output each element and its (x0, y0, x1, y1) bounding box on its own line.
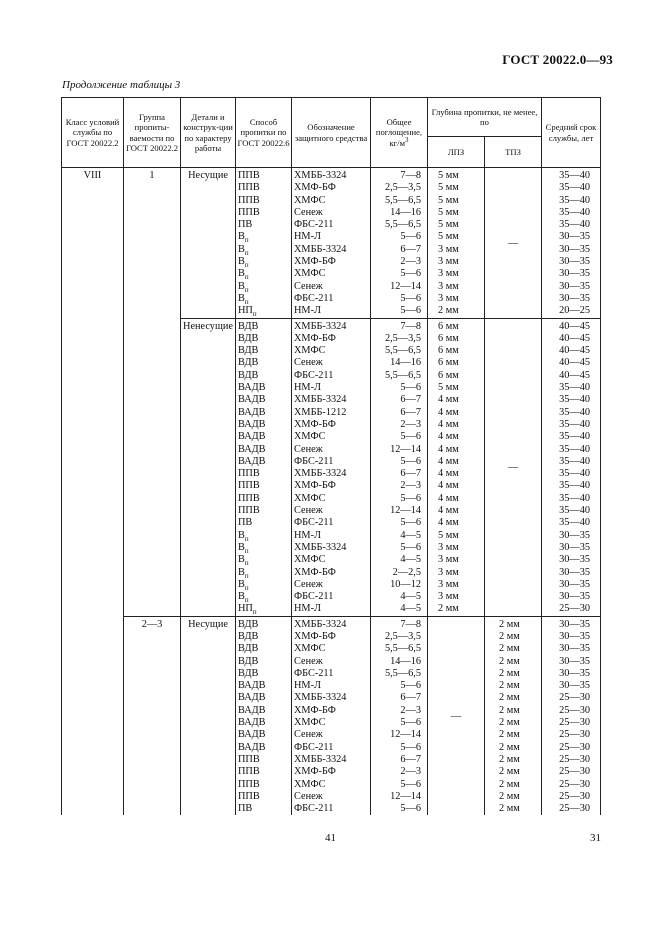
cell-sposob: ВАДВ (236, 717, 292, 729)
cell-oboznachenie: Сенеж (292, 579, 371, 591)
cell-oboznachenie: Сенеж (292, 444, 371, 456)
cell-srok: 35—40 (542, 517, 601, 529)
cell-lpz-dash: — (428, 616, 485, 815)
cell-lpz: 3 мм (428, 293, 485, 305)
cell-srok: 30—35 (542, 656, 601, 668)
cell-pogloshchenie: 5,5—6,5 (371, 345, 428, 357)
cell-oboznachenie: Сенеж (292, 357, 371, 369)
page-number-document: 31 (590, 832, 601, 844)
cell-lpz: 4 мм (428, 480, 485, 492)
cell-lpz: 3 мм (428, 268, 485, 280)
cell-lpz: 3 мм (428, 542, 485, 554)
cell-lpz: 4 мм (428, 444, 485, 456)
standard-number: ГОСТ 20022.0—93 (502, 52, 613, 67)
cell-pogloshchenie: 5,5—6,5 (371, 195, 428, 207)
cell-oboznachenie: ХМФ-БФ (292, 705, 371, 717)
cell-sposob: $В_п$ (236, 231, 292, 243)
cell-sposob: $В_п$ (236, 530, 292, 542)
cell-srok: 30—35 (542, 591, 601, 603)
cell-detali: Ненесущие (181, 318, 236, 616)
cell-pogloshchenie: 6—7 (371, 754, 428, 766)
cell-sposob: ВАДВ (236, 407, 292, 419)
cell-sposob: $В_п$ (236, 268, 292, 280)
cell-sposob: ВДВ (236, 668, 292, 680)
cell-srok: 30—35 (542, 542, 601, 554)
cell-sposob: ВАДВ (236, 382, 292, 394)
cell-oboznachenie: ХМББ-3324 (292, 616, 371, 631)
cell-oboznachenie: ФБС-211 (292, 742, 371, 754)
cell-srok: 35—40 (542, 419, 601, 431)
cell-pogloshchenie: 6—7 (371, 692, 428, 704)
cell-oboznachenie: ХМББ-3324 (292, 754, 371, 766)
cell-srok: 25—30 (542, 742, 601, 754)
cell-oboznachenie: НМ-Л (292, 680, 371, 692)
cell-pogloshchenie: 4—5 (371, 530, 428, 542)
cell-oboznachenie: ХМФС (292, 779, 371, 791)
cell-pogloshchenie: 14—16 (371, 656, 428, 668)
table-row (62, 168, 601, 183)
cell-srok: 35—40 (542, 456, 601, 468)
cell-pogloshchenie: 7—8 (371, 318, 428, 333)
cell-srok: 35—40 (542, 505, 601, 517)
cell-pogloshchenie: 5—6 (371, 542, 428, 554)
cell-sposob: ВДВ (236, 370, 292, 382)
cell-oboznachenie: НМ-Л (292, 231, 371, 243)
cell-pogloshchenie: 4—5 (371, 591, 428, 603)
cell-srok: 30—35 (542, 567, 601, 579)
cell-srok: 40—45 (542, 357, 601, 369)
cell-oboznachenie: ХМББ-3324 (292, 244, 371, 256)
cell-sposob: ВАДВ (236, 456, 292, 468)
cell-sposob: ВАДВ (236, 742, 292, 754)
cell-srok: 35—40 (542, 219, 601, 231)
cell-tpz: 2 мм (485, 643, 542, 655)
table-row (62, 616, 601, 631)
cell-sposob: ППВ (236, 480, 292, 492)
cell-sposob: ППВ (236, 754, 292, 766)
cell-sposob: ВАДВ (236, 419, 292, 431)
cell-oboznachenie: ХМФ-БФ (292, 182, 371, 194)
impregnation-table (61, 97, 601, 815)
cell-pogloshchenie: 2—3 (371, 705, 428, 717)
cell-oboznachenie: ХМФ-БФ (292, 256, 371, 268)
cell-pogloshchenie: 5,5—6,5 (371, 643, 428, 655)
cell-oboznachenie: ФБС-211 (292, 591, 371, 603)
cell-pogloshchenie: 12—14 (371, 505, 428, 517)
cell-oboznachenie: Сенеж (292, 729, 371, 741)
cell-tpz: 2 мм (485, 631, 542, 643)
col-header-oboznachenie: Обозначение защитного средства (292, 98, 371, 168)
cell-oboznachenie: ХМББ-3324 (292, 318, 371, 333)
cell-pogloshchenie: 5—6 (371, 779, 428, 791)
cell-tpz: 2 мм (485, 729, 542, 741)
cell-oboznachenie: ХМФ-БФ (292, 419, 371, 431)
cell-lpz: 3 мм (428, 567, 485, 579)
cell-srok: 30—35 (542, 231, 601, 243)
cell-sposob: ППВ (236, 182, 292, 194)
cell-lpz: 4 мм (428, 505, 485, 517)
cell-pogloshchenie: 4—5 (371, 603, 428, 616)
cell-gruppa: 1 (124, 168, 181, 617)
col-header-srok: Средний срок службы, лет (542, 98, 601, 168)
cell-lpz: 3 мм (428, 281, 485, 293)
cell-sposob: ПВ (236, 803, 292, 815)
cell-oboznachenie: НМ-Л (292, 382, 371, 394)
cell-pogloshchenie: 5—6 (371, 680, 428, 692)
cell-srok: 25—30 (542, 754, 601, 766)
cell-pogloshchenie: 5—6 (371, 717, 428, 729)
cell-sposob: ППВ (236, 468, 292, 480)
col-header-sposob: Способ пропитки по ГОСТ 20022.6 (236, 98, 292, 168)
cell-srok: 25—30 (542, 603, 601, 616)
cell-srok: 40—45 (542, 333, 601, 345)
cell-tpz: 2 мм (485, 668, 542, 680)
cell-oboznachenie: ФБС-211 (292, 517, 371, 529)
cell-srok: 25—30 (542, 791, 601, 803)
cell-srok: 25—30 (542, 766, 601, 778)
cell-lpz: 4 мм (428, 493, 485, 505)
cell-tpz: 2 мм (485, 717, 542, 729)
cell-pogloshchenie: 2,5—3,5 (371, 333, 428, 345)
cell-sposob: $В_п$ (236, 579, 292, 591)
table-body (62, 168, 601, 816)
cell-sposob: ППВ (236, 766, 292, 778)
cell-srok: 35—40 (542, 468, 601, 480)
cell-srok: 25—30 (542, 717, 601, 729)
cell-pogloshchenie: 12—14 (371, 444, 428, 456)
cell-oboznachenie: Сенеж (292, 791, 371, 803)
cell-oboznachenie: ХМББ-3324 (292, 692, 371, 704)
cell-srok: 25—30 (542, 779, 601, 791)
cell-sposob: ВДВ (236, 333, 292, 345)
cell-lpz: 4 мм (428, 419, 485, 431)
cell-lpz: 4 мм (428, 517, 485, 529)
cell-srok: 30—35 (542, 268, 601, 280)
cell-lpz: 6 мм (428, 345, 485, 357)
cell-oboznachenie: ХМББ-3324 (292, 168, 371, 183)
cell-tpz: 2 мм (485, 705, 542, 717)
col-header-tpz: ТПЗ (485, 137, 542, 168)
cell-sposob: $В_п$ (236, 256, 292, 268)
cell-srok: 35—40 (542, 182, 601, 194)
cell-klass: VIII (62, 168, 124, 816)
cell-gruppa: 2—3 (124, 616, 181, 815)
cell-lpz: 2 мм (428, 305, 485, 318)
cell-lpz: 5 мм (428, 168, 485, 183)
cell-oboznachenie: ХМФ-БФ (292, 480, 371, 492)
cell-pogloshchenie: 5—6 (371, 268, 428, 280)
cell-pogloshchenie: 5—6 (371, 231, 428, 243)
cell-sposob: ВАДВ (236, 729, 292, 741)
cell-sposob: $В_п$ (236, 554, 292, 566)
cell-sposob: ВДВ (236, 631, 292, 643)
cell-sposob: ВДВ (236, 656, 292, 668)
col-header-klass: Класс условий службы по ГОСТ 20022.2 (62, 98, 124, 168)
cell-srok: 35—40 (542, 480, 601, 492)
cell-pogloshchenie: 2,5—3,5 (371, 631, 428, 643)
cell-pogloshchenie: 5—6 (371, 431, 428, 443)
cell-lpz: 4 мм (428, 407, 485, 419)
cell-sposob: ВАДВ (236, 705, 292, 717)
col-header-pogloshchenie: Общее поглощение, $кг/м^3$ (371, 98, 428, 168)
cell-lpz: 5 мм (428, 182, 485, 194)
cell-pogloshchenie: 4—5 (371, 554, 428, 566)
cell-pogloshchenie: 5—6 (371, 742, 428, 754)
cell-oboznachenie: ХМББ-1212 (292, 407, 371, 419)
cell-lpz: 3 мм (428, 256, 485, 268)
cell-tpz: 2 мм (485, 692, 542, 704)
cell-pogloshchenie: 14—16 (371, 357, 428, 369)
cell-srok: 35—40 (542, 207, 601, 219)
cell-sposob: ВДВ (236, 345, 292, 357)
cell-sposob: ППВ (236, 505, 292, 517)
cell-pogloshchenie: 6—7 (371, 407, 428, 419)
col-header-lpz: ЛПЗ (428, 137, 485, 168)
cell-pogloshchenie: 10—12 (371, 579, 428, 591)
cell-pogloshchenie: 5—6 (371, 493, 428, 505)
cell-pogloshchenie: 2—3 (371, 256, 428, 268)
cell-sposob: ПВ (236, 219, 292, 231)
cell-srok: 30—35 (542, 293, 601, 305)
cell-tpz-dash: — (485, 168, 542, 319)
cell-lpz: 5 мм (428, 219, 485, 231)
cell-oboznachenie: ХМФС (292, 345, 371, 357)
cell-sposob: ВДВ (236, 318, 292, 333)
cell-sposob: ППВ (236, 779, 292, 791)
cell-tpz: 2 мм (485, 779, 542, 791)
cell-srok: 25—30 (542, 729, 601, 741)
cell-oboznachenie: ХМФС (292, 643, 371, 655)
cell-oboznachenie: ХМББ-3324 (292, 542, 371, 554)
cell-tpz-dash: — (485, 318, 542, 616)
cell-sposob: ВАДВ (236, 394, 292, 406)
cell-srok: 35—40 (542, 493, 601, 505)
cell-oboznachenie: НМ-Л (292, 530, 371, 542)
page-number-book: 41 (325, 832, 336, 844)
cell-srok: 25—30 (542, 705, 601, 717)
cell-sposob: $В_п$ (236, 591, 292, 603)
cell-oboznachenie: ФБС-211 (292, 803, 371, 815)
cell-sposob: ППВ (236, 168, 292, 183)
cell-tpz: 2 мм (485, 656, 542, 668)
cell-oboznachenie: ХМФС (292, 195, 371, 207)
cell-tpz: 2 мм (485, 754, 542, 766)
cell-oboznachenie: ХМФС (292, 268, 371, 280)
cell-srok: 30—35 (542, 530, 601, 542)
cell-pogloshchenie: 2—3 (371, 480, 428, 492)
cell-oboznachenie: ФБС-211 (292, 370, 371, 382)
cell-sposob: $НП_п$ (236, 603, 292, 616)
cell-srok: 35—40 (542, 431, 601, 443)
cell-pogloshchenie: 5,5—6,5 (371, 370, 428, 382)
cell-srok: 25—30 (542, 692, 601, 704)
cell-lpz: 5 мм (428, 231, 485, 243)
cell-sposob: ВАДВ (236, 444, 292, 456)
cell-srok: 25—30 (542, 803, 601, 815)
cell-srok: 30—35 (542, 579, 601, 591)
cell-lpz: 5 мм (428, 530, 485, 542)
cell-lpz: 3 мм (428, 554, 485, 566)
cell-lpz: 5 мм (428, 382, 485, 394)
cell-sposob: ППВ (236, 493, 292, 505)
cell-tpz: 2 мм (485, 766, 542, 778)
cell-oboznachenie: ФБС-211 (292, 668, 371, 680)
cell-lpz: 4 мм (428, 431, 485, 443)
cell-lpz: 6 мм (428, 333, 485, 345)
cell-tpz: 2 мм (485, 803, 542, 815)
cell-oboznachenie: ХМФ-БФ (292, 631, 371, 643)
cell-tpz: 2 мм (485, 616, 542, 631)
col-header-detali: Детали и конструк-ции по характеру работы (181, 98, 236, 168)
cell-srok: 30—35 (542, 244, 601, 256)
cell-oboznachenie: ХМФС (292, 717, 371, 729)
cell-oboznachenie: Сенеж (292, 656, 371, 668)
cell-sposob: $В_п$ (236, 244, 292, 256)
cell-sposob: ПВ (236, 517, 292, 529)
cell-sposob: ППВ (236, 195, 292, 207)
cell-lpz: 6 мм (428, 318, 485, 333)
cell-sposob: ВАДВ (236, 431, 292, 443)
cell-oboznachenie: Сенеж (292, 505, 371, 517)
col-header-gruppa: Группа пропиты-ваемости по ГОСТ 20022.2 (124, 98, 181, 168)
cell-pogloshchenie: 5,5—6,5 (371, 668, 428, 680)
cell-pogloshchenie: 7—8 (371, 168, 428, 183)
cell-tpz: 2 мм (485, 791, 542, 803)
col-header-glubina: Глубина пропитки, не менее, по (428, 98, 542, 137)
cell-oboznachenie: ФБС-211 (292, 456, 371, 468)
cell-sposob: $В_п$ (236, 542, 292, 554)
cell-pogloshchenie: 5,5—6,5 (371, 219, 428, 231)
cell-srok: 30—35 (542, 680, 601, 692)
cell-oboznachenie: ФБС-211 (292, 293, 371, 305)
cell-srok: 30—35 (542, 554, 601, 566)
cell-pogloshchenie: 2—2,5 (371, 567, 428, 579)
cell-pogloshchenie: 12—14 (371, 791, 428, 803)
cell-oboznachenie: ХМФ-БФ (292, 567, 371, 579)
cell-srok: 35—40 (542, 382, 601, 394)
cell-sposob: ВАДВ (236, 680, 292, 692)
cell-pogloshchenie: 5—6 (371, 456, 428, 468)
cell-sposob: ВДВ (236, 643, 292, 655)
cell-oboznachenie: ХМББ-3324 (292, 468, 371, 480)
cell-oboznachenie: Сенеж (292, 207, 371, 219)
cell-srok: 35—40 (542, 168, 601, 183)
cell-sposob: $НП_п$ (236, 305, 292, 318)
cell-srok: 35—40 (542, 444, 601, 456)
cell-pogloshchenie: 2,5—3,5 (371, 182, 428, 194)
cell-srok: 35—40 (542, 407, 601, 419)
cell-sposob: ППВ (236, 207, 292, 219)
cell-lpz: 6 мм (428, 357, 485, 369)
cell-sposob: ППВ (236, 791, 292, 803)
cell-srok: 30—35 (542, 281, 601, 293)
cell-oboznachenie: ХМФС (292, 493, 371, 505)
cell-lpz: 4 мм (428, 456, 485, 468)
cell-oboznachenie: ХМФ-БФ (292, 766, 371, 778)
cell-lpz: 6 мм (428, 370, 485, 382)
cell-lpz: 4 мм (428, 394, 485, 406)
cell-sposob: ВАДВ (236, 692, 292, 704)
cell-lpz: 3 мм (428, 579, 485, 591)
cell-pogloshchenie: 6—7 (371, 468, 428, 480)
cell-tpz: 2 мм (485, 742, 542, 754)
cell-sposob: ВДВ (236, 357, 292, 369)
cell-lpz: 5 мм (428, 207, 485, 219)
cell-pogloshchenie: 5—6 (371, 517, 428, 529)
cell-oboznachenie: НМ-Л (292, 305, 371, 318)
cell-srok: 35—40 (542, 195, 601, 207)
cell-srok: 30—35 (542, 668, 601, 680)
cell-srok: 30—35 (542, 643, 601, 655)
cell-srok: 20—25 (542, 305, 601, 318)
cell-sposob: ВДВ (236, 616, 292, 631)
cell-oboznachenie: ХМББ-3324 (292, 394, 371, 406)
cell-oboznachenie: ФБС-211 (292, 219, 371, 231)
cell-pogloshchenie: 7—8 (371, 616, 428, 631)
cell-pogloshchenie: 5—6 (371, 803, 428, 815)
table-continuation-caption: Продолжение таблицы 3 (62, 79, 181, 91)
cell-srok: 40—45 (542, 318, 601, 333)
cell-pogloshchenie: 6—7 (371, 244, 428, 256)
cell-srok: 30—35 (542, 616, 601, 631)
cell-sposob: $В_п$ (236, 567, 292, 579)
cell-detali: Несущие (181, 616, 236, 815)
cell-oboznachenie: Сенеж (292, 281, 371, 293)
cell-srok: 30—35 (542, 631, 601, 643)
cell-oboznachenie: ХМФС (292, 431, 371, 443)
cell-tpz: 2 мм (485, 680, 542, 692)
cell-lpz: 3 мм (428, 591, 485, 603)
cell-pogloshchenie: 5—6 (371, 382, 428, 394)
cell-lpz: 2 мм (428, 603, 485, 616)
cell-pogloshchenie: 6—7 (371, 394, 428, 406)
cell-oboznachenie: ХМФ-БФ (292, 333, 371, 345)
cell-lpz: 4 мм (428, 468, 485, 480)
cell-pogloshchenie: 14—16 (371, 207, 428, 219)
cell-srok: 30—35 (542, 256, 601, 268)
cell-lpz: 3 мм (428, 244, 485, 256)
cell-pogloshchenie: 5—6 (371, 293, 428, 305)
cell-oboznachenie: ХМФС (292, 554, 371, 566)
cell-pogloshchenie: 12—14 (371, 729, 428, 741)
cell-srok: 40—45 (542, 370, 601, 382)
cell-pogloshchenie: 2—3 (371, 419, 428, 431)
cell-oboznachenie: НМ-Л (292, 603, 371, 616)
cell-detali: Несущие (181, 168, 236, 319)
cell-srok: 40—45 (542, 345, 601, 357)
cell-pogloshchenie: 2—3 (371, 766, 428, 778)
cell-srok: 35—40 (542, 394, 601, 406)
cell-pogloshchenie: 5—6 (371, 305, 428, 318)
cell-lpz: 5 мм (428, 195, 485, 207)
cell-pogloshchenie: 12—14 (371, 281, 428, 293)
cell-sposob: $В_п$ (236, 281, 292, 293)
cell-sposob: $В_п$ (236, 293, 292, 305)
